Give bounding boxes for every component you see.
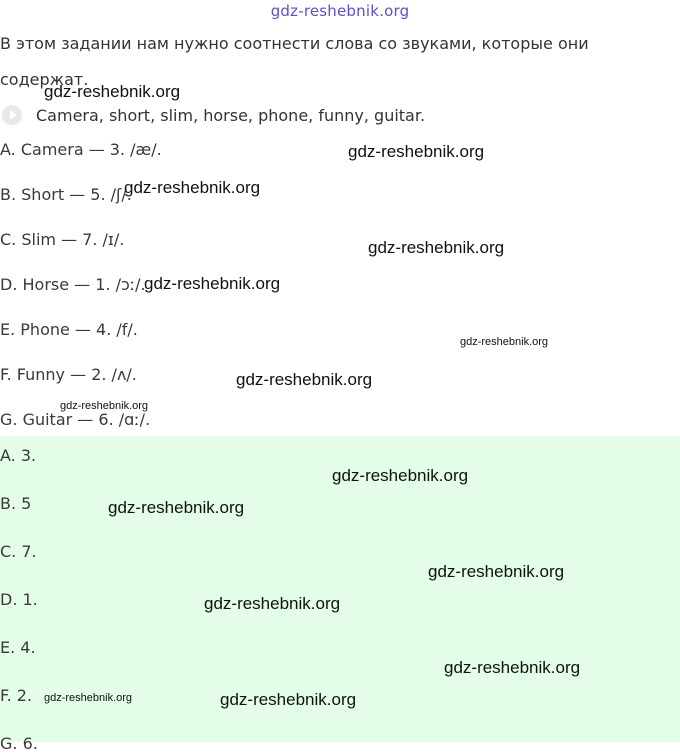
answer-item: F. 2. <box>0 686 33 705</box>
watermark: gdz-reshebnik.org <box>144 274 281 293</box>
play-icon[interactable] <box>2 105 22 125</box>
match-item: D. Horse — 1. /ɔː/. <box>0 275 146 294</box>
match-item: B. Short — 5. /ʃ/. <box>0 185 132 204</box>
answer-item: E. 4. <box>0 638 36 657</box>
watermark: gdz-reshebnik.org <box>444 658 581 677</box>
watermark: gdz-reshebnik.org <box>44 692 133 704</box>
answer-item: G. 6. <box>0 734 38 753</box>
answer-item: B. 5 <box>0 494 32 513</box>
watermark: gdz-reshebnik.org <box>60 400 149 412</box>
watermark: gdz-reshebnik.org <box>428 562 565 581</box>
match-item: A. Camera — 3. /æ/. <box>0 140 162 159</box>
answer-item: C. 7. <box>0 542 37 561</box>
watermark: gdz-reshebnik.org <box>348 142 485 161</box>
watermark: gdz-reshebnik.org <box>220 690 357 709</box>
match-item: E. Phone — 4. /f/. <box>0 320 138 339</box>
match-item: G. Guitar — 6. /ɑː/. <box>0 410 151 429</box>
watermark: gdz-reshebnik.org <box>236 370 373 389</box>
watermark: gdz-reshebnik.org <box>368 238 505 257</box>
match-item: C. Slim — 7. /ɪ/. <box>0 230 125 249</box>
match-item: F. Funny — 2. /ʌ/. <box>0 365 137 384</box>
answer-item: A. 3. <box>0 446 37 465</box>
words-list: Camera, short, slim, horse, phone, funny, guitar. <box>36 105 426 125</box>
watermark: gdz-reshebnik.org <box>204 594 341 613</box>
watermark: gdz-reshebnik.org <box>108 498 245 517</box>
answer-item: D. 1. <box>0 590 38 609</box>
site-header-link[interactable]: gdz-reshebnik.org <box>270 2 410 20</box>
words-row <box>0 102 425 128</box>
intro-paragraph: В этом задании нам нужно соотнести слова со звуками, которые они содержат. <box>0 34 589 89</box>
watermark: gdz-reshebnik.org <box>332 466 469 485</box>
watermark: gdz-reshebnik.org <box>460 336 549 348</box>
watermark: gdz-reshebnik.org <box>44 82 181 101</box>
watermark: gdz-reshebnik.org <box>124 178 261 197</box>
